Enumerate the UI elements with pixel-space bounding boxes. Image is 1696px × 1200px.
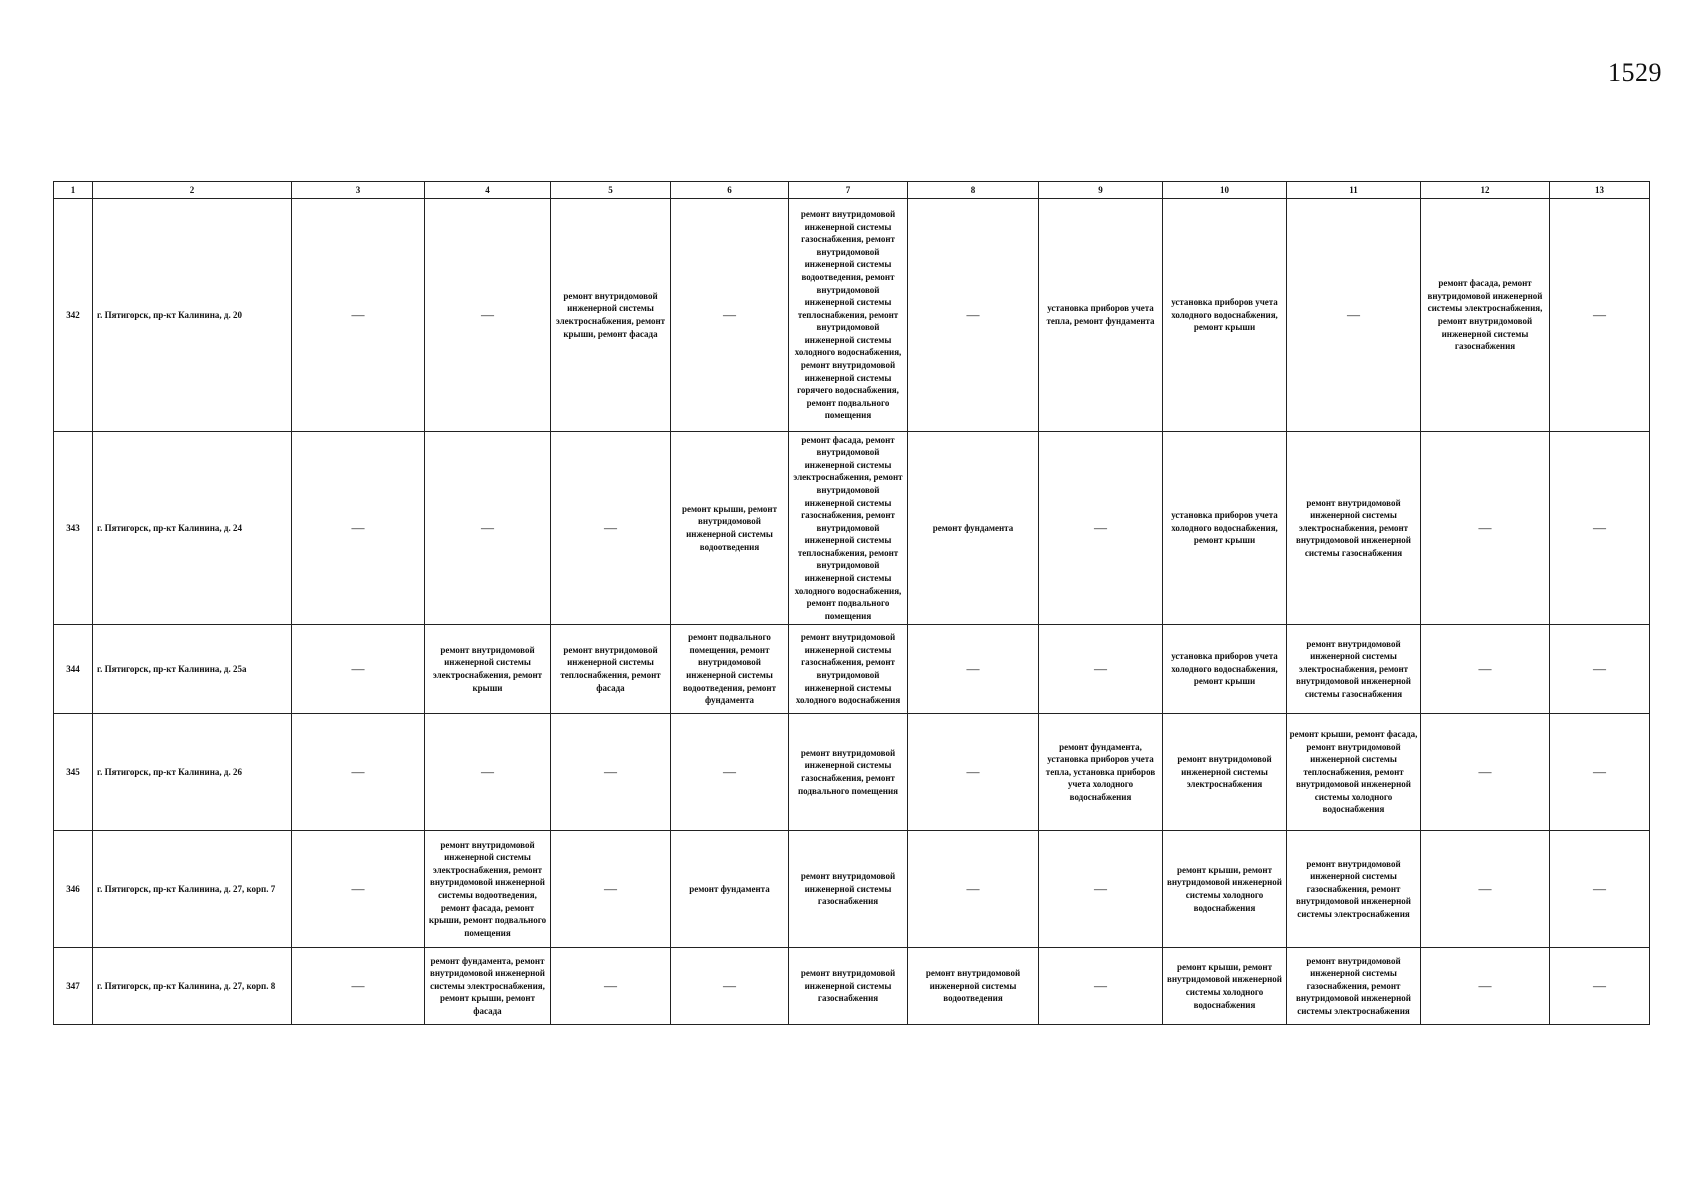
table-cell: —: [908, 625, 1039, 714]
table-cell: —: [908, 199, 1039, 432]
address-cell: г. Пятигорск, пр-кт Калинина, д. 26: [93, 714, 292, 831]
table-cell: ремонт крыши, ремонт внутридомовой инженерной системы водоотведения: [671, 432, 789, 625]
table-cell: —: [1421, 831, 1550, 948]
column-header: 9: [1039, 182, 1163, 199]
table-cell: ремонт внутридомовой инженерной системы теплоснабжения, ремонт фасада: [551, 625, 671, 714]
table-cell: —: [425, 714, 551, 831]
table-cell: ремонт внутридомовой инженерной системы электроснабжения, ремонт внутридомовой инженерной системы водоотведения, ремонт фасада, ремонт крыши, ремонт подвального помещения: [425, 831, 551, 948]
address-cell: г. Пятигорск, пр-кт Калинина, д. 25а: [93, 625, 292, 714]
table-cell: —: [671, 199, 789, 432]
address-cell: г. Пятигорск, пр-кт Калинина, д. 27, корп. 7: [93, 831, 292, 948]
table-row: [54, 199, 1650, 432]
column-header: 1: [54, 182, 93, 199]
table-cell: —: [1287, 199, 1421, 432]
table-cell: ремонт внутридомовой инженерной системы газоснабжения, ремонт подвального помещения: [789, 714, 908, 831]
address-cell: г. Пятигорск, пр-кт Калинина, д. 20: [93, 199, 292, 432]
column-number-row: [54, 182, 1650, 199]
table-cell: ремонт подвального помещения, ремонт внутридомовой инженерной системы водоотведения, ремонт фундамента: [671, 625, 789, 714]
repair-schedule-table: [53, 181, 1650, 1025]
table-cell: —: [1421, 625, 1550, 714]
column-header: 4: [425, 182, 551, 199]
column-header: 12: [1421, 182, 1550, 199]
table-cell: установка приборов учета холодного водоснабжения, ремонт крыши: [1163, 199, 1287, 432]
table-cell: ремонт крыши, ремонт внутридомовой инженерной системы холодного водоснабжения: [1163, 831, 1287, 948]
table-cell: —: [292, 625, 425, 714]
table-cell: —: [1039, 625, 1163, 714]
page-number: 1529: [1608, 58, 1662, 87]
row-number: 345: [54, 714, 93, 831]
table-cell: —: [1550, 948, 1650, 1025]
table-cell: —: [551, 432, 671, 625]
table-row: [54, 948, 1650, 1025]
table-cell: —: [1550, 432, 1650, 625]
table-cell: ремонт внутридомовой инженерной системы электроснабжения, ремонт крыши: [425, 625, 551, 714]
table-cell: —: [425, 432, 551, 625]
table-cell: ремонт фундамента, установка приборов учета тепла, установка приборов учета холодного водоснабжения: [1039, 714, 1163, 831]
table-row: [54, 625, 1650, 714]
table-cell: установка приборов учета тепла, ремонт фундамента: [1039, 199, 1163, 432]
table-cell: —: [1550, 199, 1650, 432]
table-cell: ремонт внутридомовой инженерной системы электроснабжения, ремонт крыши, ремонт фасада: [551, 199, 671, 432]
table-cell: ремонт внутридомовой инженерной системы газоснабжения, ремонт внутридомовой инженерной системы водоотведения, ремонт внутридомовой инженерной системы теплоснабжения, ремонт внутридомовой инженерной системы холодного водоснабжения, ремонт внутридомовой инженерной системы горячего водоснабжения, ремонт подвального помещения: [789, 199, 908, 432]
column-header: 3: [292, 182, 425, 199]
table-cell: —: [1550, 714, 1650, 831]
table-cell: —: [1550, 625, 1650, 714]
address-cell: г. Пятигорск, пр-кт Калинина, д. 24: [93, 432, 292, 625]
table-cell: —: [671, 714, 789, 831]
table-row: [54, 714, 1650, 831]
table-cell: —: [292, 831, 425, 948]
table-row: [54, 831, 1650, 948]
table-cell: ремонт крыши, ремонт фасада, ремонт внутридомовой инженерной системы теплоснабжения, ремонт внутридомовой инженерной системы холодного водоснабжения: [1287, 714, 1421, 831]
table-cell: —: [551, 714, 671, 831]
table-cell: —: [908, 831, 1039, 948]
table-cell: —: [1421, 432, 1550, 625]
table-cell: —: [425, 199, 551, 432]
column-header: 8: [908, 182, 1039, 199]
table-cell: установка приборов учета холодного водоснабжения, ремонт крыши: [1163, 625, 1287, 714]
table-cell: —: [1421, 714, 1550, 831]
row-number: 344: [54, 625, 93, 714]
table-cell: ремонт крыши, ремонт внутридомовой инженерной системы холодного водоснабжения: [1163, 948, 1287, 1025]
table-cell: ремонт внутридомовой инженерной системы электроснабжения: [1163, 714, 1287, 831]
column-header: 7: [789, 182, 908, 199]
table-cell: —: [292, 714, 425, 831]
table-cell: ремонт внутридомовой инженерной системы газоснабжения, ремонт внутридомовой инженерной системы электроснабжения: [1287, 831, 1421, 948]
table-cell: ремонт внутридомовой инженерной системы газоснабжения: [789, 831, 908, 948]
column-header: 6: [671, 182, 789, 199]
table-cell: —: [1550, 831, 1650, 948]
column-header: 10: [1163, 182, 1287, 199]
row-number: 343: [54, 432, 93, 625]
table-cell: —: [1039, 831, 1163, 948]
table-cell: установка приборов учета холодного водоснабжения, ремонт крыши: [1163, 432, 1287, 625]
table-cell: ремонт фундамента: [908, 432, 1039, 625]
table-cell: —: [671, 948, 789, 1025]
table-cell: —: [292, 948, 425, 1025]
table-cell: ремонт внутридомовой инженерной системы газоснабжения, ремонт внутридомовой инженерной системы холодного водоснабжения: [789, 625, 908, 714]
table-cell: —: [908, 714, 1039, 831]
table-cell: —: [292, 199, 425, 432]
table-cell: —: [1039, 948, 1163, 1025]
table-cell: —: [1039, 432, 1163, 625]
row-number: 347: [54, 948, 93, 1025]
row-number: 346: [54, 831, 93, 948]
column-header: 5: [551, 182, 671, 199]
address-cell: г. Пятигорск, пр-кт Калинина, д. 27, корп. 8: [93, 948, 292, 1025]
table-cell: ремонт внутридомовой инженерной системы электроснабжения, ремонт внутридомовой инженерной системы газоснабжения: [1287, 432, 1421, 625]
table-cell: —: [551, 831, 671, 948]
table-cell: ремонт фасада, ремонт внутридомовой инженерной системы электроснабжения, ремонт внутридомовой инженерной системы газоснабжения: [1421, 199, 1550, 432]
table-row: [54, 432, 1650, 625]
table-cell: —: [1421, 948, 1550, 1025]
column-header: 2: [93, 182, 292, 199]
table-cell: ремонт фасада, ремонт внутридомовой инженерной системы электроснабжения, ремонт внутридомовой инженерной системы газоснабжения, ремонт внутридомовой инженерной системы теплоснабжения, ремонт внутридомовой инженерной системы холодного водоснабжения, ремонт подвального помещения: [789, 432, 908, 625]
row-number: 342: [54, 199, 93, 432]
table-cell: ремонт внутридомовой инженерной системы водоотведения: [908, 948, 1039, 1025]
table-cell: ремонт фундамента, ремонт внутридомовой инженерной системы электроснабжения, ремонт крыши, ремонт фасада: [425, 948, 551, 1025]
table-cell: —: [292, 432, 425, 625]
table-cell: ремонт внутридомовой инженерной системы газоснабжения, ремонт внутридомовой инженерной системы электроснабжения: [1287, 948, 1421, 1025]
table-cell: —: [551, 948, 671, 1025]
table-cell: ремонт внутридомовой инженерной системы электроснабжения, ремонт внутридомовой инженерной системы газоснабжения: [1287, 625, 1421, 714]
column-header: 11: [1287, 182, 1421, 199]
column-header: 13: [1550, 182, 1650, 199]
table-cell: ремонт фундамента: [671, 831, 789, 948]
table-cell: ремонт внутридомовой инженерной системы газоснабжения: [789, 948, 908, 1025]
